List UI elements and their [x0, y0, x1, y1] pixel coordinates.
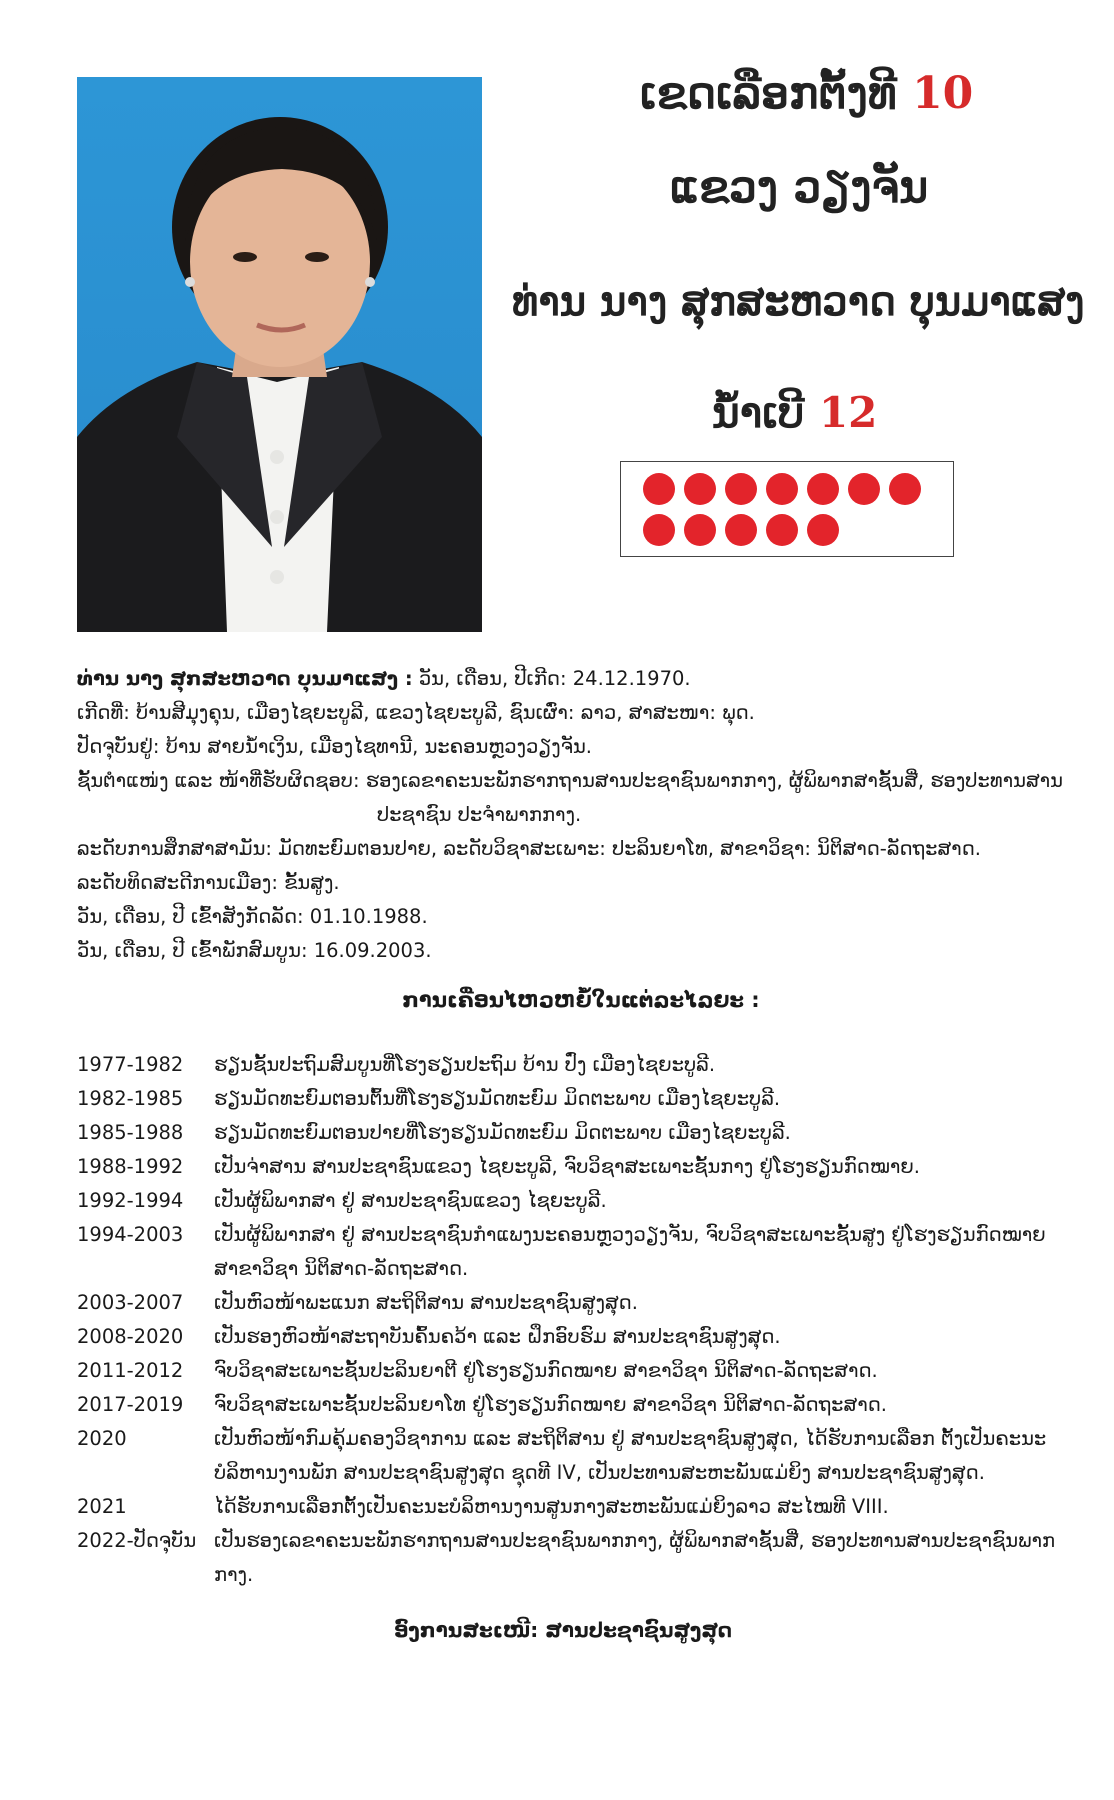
history-year: 2020: [77, 1427, 127, 1450]
history-year: 1982-1985: [77, 1087, 184, 1110]
bio-state-date: ວັນ, ເດືອນ, ປີ ເຂົ້າສັງກັດລັດ: 01.10.1988.: [77, 905, 428, 928]
history-row: [77, 1422, 1087, 1490]
history-text: ຈົບວິຊາສະເພາະຊັ້ນປະລິນຍາຕີ ຢູ່ໂຮງຮຽນກົດໝາຍ ສາຂາວິຊາ ນິຕິສາດ-ລັດຖະສາດ.: [214, 1359, 878, 1382]
history-text: ເປັນຫົວໜ້າກົມຄຸ້ມຄອງວິຊາການ ແລະ ສະຖິຕິສານ ຢູ່ ສານປະຊາຊົນສູງສຸດ, ໄດ້ຮັບການເລືອກ ຕັ້ງເປັນຄະນະບໍລິຫານງານພັກ ສານປະຊາຊົນສູງສຸດ ຊຸດທີ IV, ເປັນປະທານສະຫະພັນແມ່ຍິງ ສານປະຊາຊົນສູງສຸດ.: [214, 1427, 1047, 1484]
ballot-dot: [889, 473, 921, 505]
ballot-dot: [725, 514, 757, 546]
bio-position: ຊັ້ນຕໍາແໜ່ງ ແລະ ໜ້າທີ່ຮັບຜິດຊອບ: ຮອງເລຂາຄະນະພັກຮາກຖານສານປະຊາຊົນພາກກາງ, ຜູ້ພິພາກສາຊັ້ນສີ່, ຮອງປະທານສານ: [77, 769, 1064, 792]
bio-political: ລະດັບທິດສະດີການເມືອງ: ຂັ້ນສູງ.: [77, 871, 340, 894]
province-title: ແຂວງ ວຽງຈັນ: [670, 162, 929, 213]
history-year: 1988-1992: [77, 1155, 184, 1178]
candidate-photo: [77, 77, 482, 632]
history-text: ເປັນຜູ້ພິພາກສາ ຢູ່ ສານປະຊາຊົນແຂວງ ໄຊຍະບູລີ.: [214, 1189, 607, 1212]
history-year: 1985-1988: [77, 1121, 184, 1144]
history-text: ຈົບວິຊາສະເພາະຊັ້ນປະລິນຍາໂທ ຢູ່ໂຮງຮຽນກົດໝາຍ ສາຂາວິຊາ ນິຕິສາດ-ລັດຖະສາດ.: [214, 1393, 887, 1416]
history-row: [77, 1354, 1087, 1388]
ballot-dots-box: [620, 461, 954, 557]
bio-position-cont: ປະຊາຊົນ ປະຈໍາພາກກາງ.: [377, 803, 582, 826]
history-text: ເປັນຈ່າສານ ສານປະຊາຊົນແຂວງ ໄຊຍະບູລີ, ຈົບວິຊາສະເພາະຊັ້ນກາງ ຢູ່ໂຮງຮຽນກົດໝາຍ.: [214, 1155, 921, 1178]
bio-dob: ວັນ, ເດືອນ, ປີເກີດ: 24.12.1970.: [412, 667, 691, 690]
constituency-title: ເຂດເລືອກຕັ້ງທີ 10: [640, 68, 974, 119]
bio-residence: ປັດຈຸບັນຢູ່: ບ້ານ ສາຍນໍ້າເງິນ, ເມືອງໄຊທານີ, ນະຄອນຫຼວງວຽງຈັນ.: [77, 735, 592, 758]
history-text: ເປັນຫົວໜ້າພະແນກ ສະຖິຕິສານ ສານປະຊາຊົນສູງສຸດ.: [214, 1291, 638, 1314]
bio-education: ລະດັບການສຶກສາສາມັນ: ມັດທະຍົມຕອນປາຍ, ລະດັບວິຊາສະເພາະ: ປະລິນຍາໂທ, ສາຂາວິຊາ: ນິຕິສາດ-ລັດຖະສາດ.: [77, 837, 981, 860]
history-row: [77, 1218, 1087, 1286]
history-year: 2021: [77, 1495, 127, 1518]
history-year: 1994-2003: [77, 1223, 184, 1246]
ballot-dot: [643, 514, 675, 546]
history-text: ຮຽນມັດທະຍົມຕອນຕົ້ນທີ່ໂຮງຮຽນມັດທະຍົມ ມິດຕະພາບ ເມືອງໄຊຍະບູລີ.: [214, 1087, 781, 1110]
history-year: 2011-2012: [77, 1359, 184, 1382]
history-row: [77, 1490, 1087, 1524]
bio-name: ທ່ານ ນາງ ສຸກສະຫວາດ ບຸນມາແສງ :: [77, 667, 413, 690]
bio-name-dob: [77, 662, 1087, 696]
history-text: ໄດ້ຮັບການເລືອກຕັ້ງເປັນຄະນະບໍລິຫານງານສູນກາງສະຫະພັນແມ່ຍິງລາວ ສະໄໝທີ VIII.: [214, 1495, 889, 1518]
ballot-number: 12: [818, 388, 878, 437]
ballot-number-title: ນໍ້າເບີ 12: [712, 388, 878, 437]
nominating-body: ອົງການສະເໜີ: ສານປະຊາຊົນສູງສຸດ: [393, 1618, 733, 1642]
ballot-dot: [766, 514, 798, 546]
history-title: ການເຄື່ອນໄຫວຫຍໍ້ໃນແຕ່ລະໄລຍະ :: [402, 988, 760, 1012]
history-text: ຮຽນຊັ້ນປະຖົມສົມບູນທີ່ໂຮງຮຽນປະຖົມ ບ້ານ ປົ່ງ ເມືອງໄຊຍະບູລີ.: [214, 1053, 716, 1076]
history-text: ເປັນຜູ້ພິພາກສາ ຢູ່ ສານປະຊາຊົນກໍາແພງນະຄອນຫຼວງວຽງຈັນ, ຈົບວິຊາສະເພາະຊັ້ນສູງ ຢູ່ໂຮງຮຽນກົດໝາຍ ສາຂາວິຊາ ນິຕິສາດ-ລັດຖະສາດ.: [214, 1223, 1046, 1280]
candidate-name: ທ່ານ ນາງ ສຸກສະຫວາດ ບຸນມາແສງ: [512, 278, 1085, 325]
history-year: 1992-1994: [77, 1189, 184, 1212]
history-year: 1977-1982: [77, 1053, 184, 1076]
history-row: [77, 1286, 1087, 1320]
bio-birthplace: ເກີດທີ່: ບ້ານສີມຸງຄຸນ, ເມືອງໄຊຍະບູລີ, ແຂວງໄຊຍະບູລີ, ຊົນເຜົ່າ: ລາວ, ສາສະໜາ: ພຸດ.: [77, 701, 755, 724]
ballot-dot: [643, 473, 675, 505]
history-row: [77, 1320, 1087, 1354]
history-row: [77, 1082, 1087, 1116]
bio-party-date: ວັນ, ເດືອນ, ປີ ເຂົ້າພັກສົມບູນ: 16.09.2003.: [77, 939, 432, 962]
history-text: ເປັນຮອງເລຂາຄະນະພັກຮາກຖານສານປະຊາຊົນພາກກາງ, ຜູ້ພິພາກສາຊັ້ນສີ່, ຮອງປະທານສານປະຊາຊົນພາກກາງ.: [214, 1529, 1056, 1586]
biography: [77, 662, 1087, 968]
constituency-number: 10: [912, 68, 974, 119]
history-year: 2008-2020: [77, 1325, 184, 1348]
history-year: 2022-ປັດຈຸບັນ: [77, 1529, 197, 1552]
history-text: ເປັນຮອງຫົວໜ້າສະຖາບັນຄົ້ນຄວ້າ ແລະ ຝຶກອົບຮົມ ສານປະຊາຊົນສູງສຸດ.: [214, 1325, 781, 1348]
ballot-dot: [725, 473, 757, 505]
history-list: [77, 1048, 1087, 1592]
ballot-dot: [766, 473, 798, 505]
history-row: [77, 1524, 1087, 1592]
ballot-dot: [807, 514, 839, 546]
portrait-illustration: [77, 77, 482, 632]
ballot-dot: [684, 514, 716, 546]
history-row: [77, 1388, 1087, 1422]
ballot-dot: [684, 473, 716, 505]
ballot-dot: [807, 473, 839, 505]
history-row: [77, 1048, 1087, 1082]
history-year: 2003-2007: [77, 1291, 184, 1314]
history-row: [77, 1150, 1087, 1184]
history-row: [77, 1184, 1087, 1218]
ballot-dot: [848, 473, 880, 505]
history-year: 2017-2019: [77, 1393, 184, 1416]
history-text: ຮຽນມັດທະຍົມຕອນປາຍທີ່ໂຮງຮຽນມັດທະຍົມ ມິດຕະພາບ ເມືອງໄຊຍະບູລີ.: [214, 1121, 791, 1144]
history-row: [77, 1116, 1087, 1150]
